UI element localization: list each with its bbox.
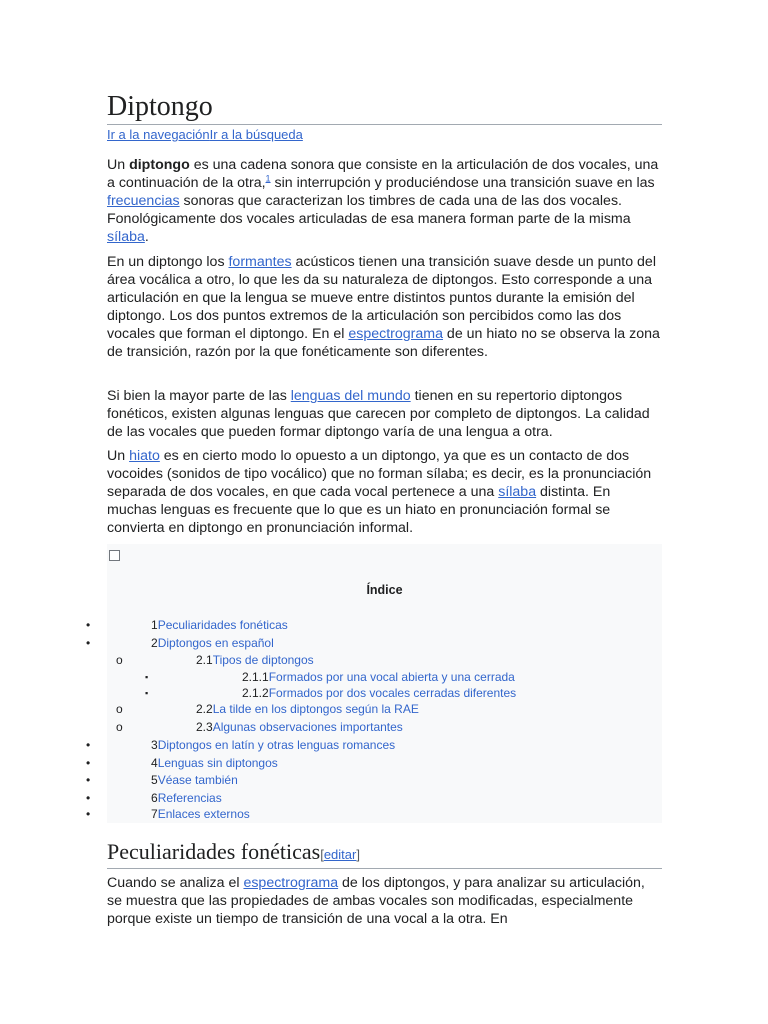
text: En un diptongo los bbox=[107, 254, 229, 270]
toc-item[interactable] bbox=[151, 773, 238, 788]
toc-bullet: • bbox=[86, 618, 91, 632]
text: Cuando se analiza el bbox=[107, 875, 244, 891]
toc-item[interactable] bbox=[196, 653, 314, 668]
toc-bullet: o bbox=[116, 653, 123, 667]
toc-item-link[interactable]: Formados por una vocal abierta y una cerrada bbox=[268, 670, 515, 684]
text: . bbox=[144, 229, 149, 245]
toc-bullet: • bbox=[86, 773, 91, 787]
text: de un hiato no se observa la zona de transición, razón por la que fonéticamente son diferentes. bbox=[107, 326, 660, 360]
edit-section-link[interactable]: editar bbox=[323, 847, 357, 862]
toc-item-number: 2.2 bbox=[196, 702, 213, 716]
toc-item-number: 4 bbox=[151, 756, 158, 770]
toc-item-link[interactable]: Diptongos en latín y otras lenguas romances bbox=[157, 738, 396, 752]
paragraph-hiato bbox=[107, 447, 663, 537]
jump-to-search-link[interactable]: Ir a la búsqueda bbox=[209, 127, 303, 142]
toc-item-number: 2.1.2 bbox=[242, 686, 269, 700]
toc-item-link[interactable]: La tilde en los diptongos según la RAE bbox=[212, 702, 419, 716]
toc-bullet: • bbox=[86, 756, 91, 770]
silaba-link-2[interactable]: sílaba bbox=[498, 484, 537, 500]
toc-item-number: 3 bbox=[151, 738, 158, 752]
toc-item[interactable] bbox=[242, 686, 516, 701]
toc-item-link[interactable]: Algunas observaciones importantes bbox=[212, 720, 403, 734]
toc-bullet: ▪ bbox=[145, 672, 149, 682]
paragraph-lenguas bbox=[107, 387, 663, 441]
text: sin interrupción y produciéndose una transición suave en las bbox=[270, 175, 655, 191]
toc-bullet: o bbox=[116, 720, 123, 734]
toc-item[interactable] bbox=[151, 636, 274, 651]
paragraph-intro bbox=[107, 156, 663, 246]
toc-item[interactable] bbox=[196, 702, 419, 717]
toc-item-link[interactable]: Véase también bbox=[157, 773, 238, 787]
edit-section bbox=[320, 847, 360, 862]
toc-item-number: 5 bbox=[151, 773, 158, 787]
frecuencias-link[interactable]: frecuencias bbox=[107, 193, 180, 209]
toc-item[interactable] bbox=[196, 720, 403, 735]
bracket: [ bbox=[320, 847, 324, 862]
page-title: Diptongo bbox=[107, 90, 662, 125]
toc-item-link[interactable]: Enlaces externos bbox=[157, 807, 250, 821]
toc-bullet: • bbox=[86, 807, 91, 821]
lenguas-del-mundo-link[interactable]: lenguas del mundo bbox=[290, 388, 411, 404]
section-title: Peculiaridades fonéticas bbox=[107, 839, 321, 864]
toc-item-link[interactable]: Referencias bbox=[157, 791, 222, 805]
toc-item-number: 2 bbox=[151, 636, 158, 650]
silaba-link[interactable]: sílaba bbox=[107, 229, 145, 245]
reference-link[interactable]: 1 bbox=[265, 173, 271, 184]
jump-links bbox=[107, 127, 303, 143]
paragraph-formantes bbox=[107, 253, 663, 361]
text: es una cadena sonora que consiste en la articulación de dos vocales, una a continuación de la otra, bbox=[107, 157, 659, 191]
toc-item-number: 7 bbox=[151, 807, 158, 821]
text: distinta. En muchas lenguas es frecuente que lo que es un hiato en pronunciación formal se convierta en diptongo en pronunciación informal. bbox=[107, 484, 611, 536]
toc-item-link[interactable]: Diptongos en español bbox=[157, 636, 274, 650]
text: de los diptongos, y para analizar su articulación, se muestra que las propiedades de ambas vocales son modificadas, especialmente porque existe un tiempo de transición de una vocal a la otra. En bbox=[107, 875, 645, 927]
toc-item-link[interactable]: Peculiaridades fonéticas bbox=[157, 618, 288, 632]
toc-bullet: o bbox=[116, 702, 123, 716]
text: Un bbox=[107, 157, 130, 173]
text: tienen en su repertorio diptongos fonéticos, existen algunas lenguas que carecen por completo de diptongos. La calidad de las vocales que pueden formar diptongo varía de una lengua a otra. bbox=[107, 388, 650, 440]
section-heading bbox=[107, 839, 662, 869]
text: Si bien la mayor parte de las bbox=[107, 388, 291, 404]
toc-item-number: 2.1.1 bbox=[242, 670, 269, 684]
toc-bullet: • bbox=[86, 636, 91, 650]
espectrograma-link[interactable]: espectrograma bbox=[348, 326, 443, 342]
toc-item[interactable] bbox=[242, 670, 515, 685]
jump-to-navigation-link[interactable]: Ir a la navegación bbox=[107, 127, 210, 142]
text: es en cierto modo lo opuesto a un diptongo, ya que es un contacto de dos vocoides (sonidos de tipo vocálico) que no forman sílaba; es decir, es la pronunciación separada de dos vocales, en que cada vocal pertenece a una bbox=[107, 448, 652, 500]
toc-toggle-checkbox[interactable] bbox=[109, 550, 120, 561]
toc-bullet: ▪ bbox=[145, 688, 149, 698]
bracket: ] bbox=[356, 847, 360, 862]
espectrograma-link-2[interactable]: espectrograma bbox=[243, 875, 339, 891]
toc-item[interactable] bbox=[151, 618, 288, 633]
formantes-link[interactable]: formantes bbox=[228, 254, 292, 270]
toc-item[interactable] bbox=[151, 738, 395, 753]
toc-item-link[interactable]: Formados por dos vocales cerradas diferentes bbox=[268, 686, 517, 700]
paragraph-section1 bbox=[107, 874, 663, 928]
toc-item-link[interactable]: Lenguas sin diptongos bbox=[157, 756, 278, 770]
toc-item[interactable] bbox=[151, 756, 278, 771]
toc-item-number: 2.1 bbox=[196, 653, 213, 667]
toc-bullet: • bbox=[86, 791, 91, 805]
toc-item-number: 6 bbox=[151, 791, 158, 805]
toc-item[interactable] bbox=[151, 791, 222, 806]
text: acústicos tienen una transición suave desde un punto del área vocálica a otro, lo que les da su naturaleza de diptongos. Esto corresponde a una articulación en que la lengua se mueve entre distintos puntos durante la emisión del diptongo. Los dos puntos extremos de la articulación son percibidos como las dos vocales que forman el diptongo. En el bbox=[107, 254, 656, 342]
toc-title: Índice bbox=[366, 583, 403, 597]
hiato-link[interactable]: hiato bbox=[129, 448, 160, 464]
toc-item-number: 2.3 bbox=[196, 720, 213, 734]
toc-item[interactable] bbox=[151, 807, 250, 822]
text: Un bbox=[107, 448, 130, 464]
toc-item-number: 1 bbox=[151, 618, 158, 632]
text: sonoras que caracterizan los timbres de cada una de las dos vocales. Fonológicamente dos vocales articuladas de esa manera forman parte de la misma bbox=[107, 193, 631, 227]
toc-bullet: • bbox=[86, 738, 91, 752]
toc-item-link[interactable]: Tipos de diptongos bbox=[212, 653, 314, 667]
bold-term: diptongo bbox=[129, 157, 190, 173]
